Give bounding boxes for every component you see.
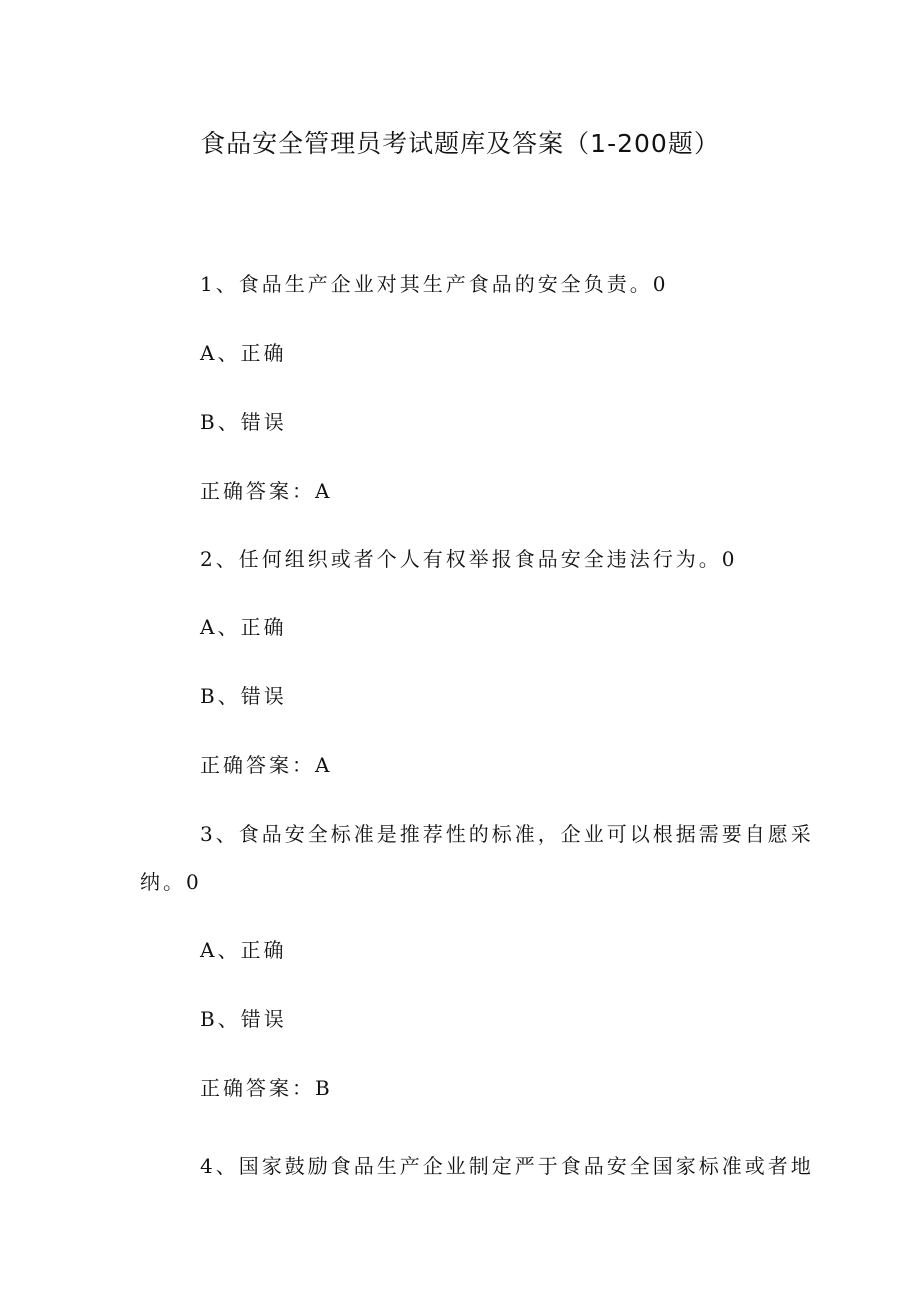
question-3-stem-line1: 3、食品安全标准是推荐性的标准，企业可以根据需要自愿采	[200, 822, 814, 846]
question-3-stem-line2: 纳。0	[140, 870, 202, 894]
question-4-stem: 4、国家鼓励食品生产企业制定严于食品安全国家标准或者地	[200, 1154, 814, 1178]
question-3-option-b: B、错误	[200, 1007, 287, 1031]
question-1-stem: 1、食品生产企业对其生产食品的安全负责。0	[200, 272, 669, 296]
question-1-option-b: B、错误	[200, 410, 287, 434]
question-3-option-a: A、正确	[200, 938, 287, 962]
question-2-option-b: B、错误	[200, 684, 287, 708]
document-title: 食品安全管理员考试题库及答案（1-200题）	[200, 129, 720, 158]
question-2-stem: 2、任何组织或者个人有权举报食品安全违法行为。0	[200, 547, 738, 571]
question-3-answer: 正确答案：B	[200, 1076, 333, 1100]
question-2-option-a: A、正确	[200, 615, 287, 639]
question-1-answer: 正确答案：A	[200, 479, 333, 503]
question-1-option-a: A、正确	[200, 341, 287, 365]
question-2-answer: 正确答案：A	[200, 753, 333, 777]
